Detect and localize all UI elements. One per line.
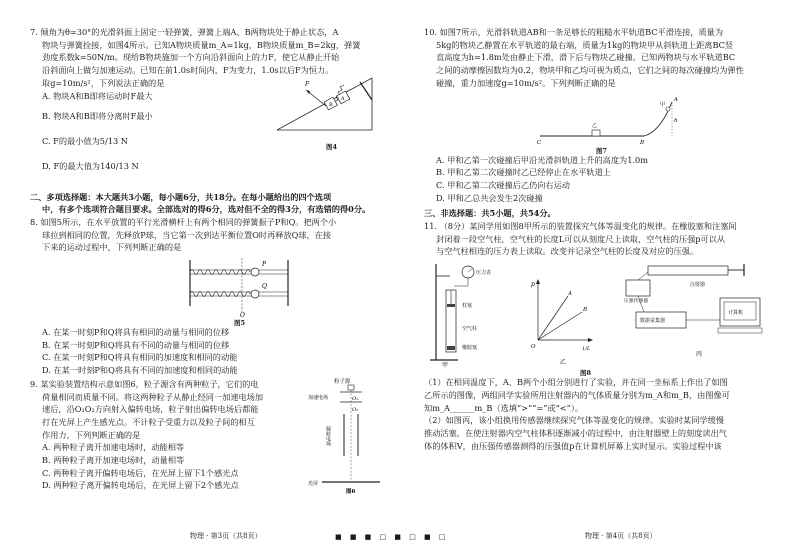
q11-sub2-line: （2）如图丙，该小组换用传感器继续探究气体等温变化的规律。实验时某同学缓慢 xyxy=(424,415,724,426)
question-8 xyxy=(30,216,390,377)
q8-line: 8. 如图5所示，在水平放置的平行光滑横杆上有两个相同的弹簧振子P和Q。把两个小 xyxy=(30,216,337,227)
figure-6-caption: 图6 xyxy=(346,488,356,495)
q11-sub1-line: 知m_A______m_B（选填“>”“=”或“<”）。 xyxy=(424,402,584,413)
figure-8-caption: 图8 xyxy=(580,369,592,378)
fig5-label-p: P xyxy=(262,261,267,269)
q9-option-c: C. 两种粒子离开偏转电场后，在光屏上留下1个感光点 xyxy=(42,467,239,478)
q11-line: 11. （8分）某同学用如图8甲所示的装置探究气体等温变化的规律。在橡胶塞和注塞间 xyxy=(424,221,737,232)
sec2-line: 二、多项选择题：本大题共3小题，每小题6分，共18分。在每小题给出的四个选项 xyxy=(30,191,332,202)
q10-option-c: C. 甲和乙第二次碰撞后乙仍向右运动 xyxy=(436,179,570,190)
fig8-label-axis-x: 1/L xyxy=(582,346,591,353)
fig8-label-yi: 乙 xyxy=(560,359,567,367)
section-3-header: 三、非选择题：共5小题，共54分。 xyxy=(424,208,556,219)
q9-line: 9. 某实验装置结构示意如图6，粒子源含有两种粒子，它们的电 xyxy=(30,378,259,389)
page-4 xyxy=(424,26,782,526)
figure-8-jia-apparatus xyxy=(428,260,518,368)
fig4-label-b: B xyxy=(329,101,333,108)
fig8-label-line-a: A xyxy=(568,291,572,298)
fig8-label-bing: 丙 xyxy=(696,351,703,359)
fig5-label-q: Q xyxy=(262,283,267,291)
q10-line: 10. 如图7所示，光滑斜轨道AB和一条足够长的粗糙水平轨道BC平滑连接，质量为 xyxy=(424,27,724,37)
figure-8-yi-graph xyxy=(528,260,598,368)
fig8-label-rubber: 橡胶塞 xyxy=(462,345,478,352)
question-7 xyxy=(30,26,390,188)
fig8-label-p: p xyxy=(531,281,535,289)
page-3-footer: 物理 · 第3页（共8页） xyxy=(190,532,262,540)
fig5-label-o: O xyxy=(240,312,245,319)
q10-line: 直高度为h=1.8m处由静止下滑，滑下后与物块乙碰撞。已知两物块与水平轨道BC xyxy=(436,52,736,63)
fig7-label-yi: 乙 xyxy=(592,122,598,129)
q11-sub2-line: 推动活塞，在使注射器内空气柱体积逐渐减小的过程中，由注射器壁上的刻度读出气 xyxy=(424,427,727,438)
figure-4-caption: 图4 xyxy=(326,142,338,151)
figure-8-row xyxy=(424,258,782,376)
fig8-label-gauge: 压力表 xyxy=(476,270,492,277)
q10-line: 5kg的物块乙静置在水平轨道的最右端，质量为1kg的物块甲从斜轨道上距离BC竖 xyxy=(436,39,734,50)
q9-line: 作用力，下列判断正确的是 xyxy=(42,429,141,440)
q8-line: 球拉到相同的位置，先释放P球，当它第一次到达平衡位置O时再释放Q球，在接 xyxy=(42,229,332,240)
fig6-label-screen: 光屏 xyxy=(308,480,319,487)
q7-option-a: A. 物块A和B即将运动时F最大 xyxy=(42,90,153,101)
q10-option-d: D. 甲和乙总共会发生2次碰撞 xyxy=(436,192,543,203)
figure-6-apparatus xyxy=(308,376,386,496)
q11-sub1-line: （1）在相同温度下，A、B两个小组分别进行了实验，并在同一坐标系上作出了如图 xyxy=(424,377,728,388)
figure-5-oscillators xyxy=(180,256,300,318)
fig6-label-o1: O₁ xyxy=(352,395,359,402)
figure-7-track xyxy=(532,92,682,148)
fig8-label-computer: 计算机 xyxy=(728,310,744,317)
q9-option-a: A. 两种粒子离开加速电场时，动能相等 xyxy=(42,442,185,453)
fig8-label-jia: 甲 xyxy=(442,362,449,369)
fig7-label-c: C xyxy=(537,139,542,146)
question-9 xyxy=(30,378,390,495)
print-registration-marks: ■ ■ ■ □ ■ □ ■ □ xyxy=(335,533,449,541)
fig7-label-h: h xyxy=(674,117,678,124)
sec2-line: 中，有多个选项符合题目要求。全部选对的得6分，选对但不全的得3分，有选错的得0分。 xyxy=(42,204,371,215)
section-2-header xyxy=(30,191,390,216)
figure-4-incline xyxy=(272,60,382,140)
fig7-label-a: A xyxy=(674,96,678,103)
fig4-label-a: A xyxy=(341,95,345,102)
fig7-label-jia: 甲 xyxy=(660,101,666,108)
fig7-label-b: B xyxy=(640,139,645,146)
q8-option-a: A. 在某一时刻P和Q将具有相同的动量与相同的位移 xyxy=(42,327,230,338)
q9-line: 荷量相同而质量不同。将这两种粒子从静止经同一加速电场加 xyxy=(42,391,264,402)
fig8-label-syringe: 注射器 xyxy=(690,282,706,289)
q7-option-c: C. F的最小值为5/13 N xyxy=(42,135,128,146)
q7-option-d: D. F的最大值为140/13 N xyxy=(42,160,139,171)
question-10 xyxy=(424,26,782,204)
fig8-label-air: 空气柱 xyxy=(462,326,478,333)
figure-8-bing-sensor-setup xyxy=(620,260,780,368)
q10-line: 之间的动摩擦因数均为0.2，物块甲和乙均可视为质点，它们之间的每次碰撞均为弹性 xyxy=(436,65,744,76)
fig8-label-line-b: B xyxy=(583,307,588,314)
q8-line: 下来的运动过程中，下列判断正确的是 xyxy=(42,242,182,253)
q7-line: 取g=10m/s²，下列说法正确的是 xyxy=(42,77,165,88)
q11-sub1-line: 乙所示的图像，两组同学实验所用注射器内的气体质量分别为m_A和m_B，由图像可 xyxy=(424,389,730,400)
fig8-label-o: O xyxy=(531,344,536,351)
fig8-label-collector: 数据采集器 xyxy=(640,318,666,325)
q9-option-b: B. 两种粒子离开加速电场时，动量相等 xyxy=(42,455,185,466)
q7-line: 物块与弹簧拴接，如图4所示。已知A物块质量m_A=1kg，B物块质量m_B=2kg，弹簧 xyxy=(42,39,361,50)
fig6-label-source: 粒子源 xyxy=(334,378,351,385)
q11-line: 与空气柱相连的压力表上读取。改变并记录空气柱的长度及对应的压强。 xyxy=(436,246,699,257)
q10-option-b: B. 甲和乙第二次碰撞时乙已经停止在水平轨道上 xyxy=(436,167,611,178)
fig6-label-o2: O₂ xyxy=(352,406,359,413)
q11-sub2-line: 体的体积V，由压强传感器测得的压强值p在计算机屏幕上实时显示。实验过程中该 xyxy=(424,440,722,451)
q7-option-b: B. 物块A和B即将分离时F最小 xyxy=(42,111,153,122)
page-3 xyxy=(30,26,390,526)
fig6-label-accel: 加速电场 xyxy=(308,394,329,401)
q9-option-d: D. 两种粒子离开偏转电场后，在光屏上留下2个感光点 xyxy=(42,480,239,491)
fig6-label-deflect: 偏转电场 xyxy=(325,425,331,446)
question-11 xyxy=(424,220,782,452)
q7-line: 7. 倾角为θ=30°的光滑斜面上固定一轻弹簧，弹簧上端A、B两物块处于静止状态，A xyxy=(30,27,339,37)
q8-option-b: B. 在某一时刻P和Q将具有不同的动量与相同的位移 xyxy=(42,339,230,350)
q8-option-d: D. 在某一时刻P和Q将具有不同的加速度和相同的动能 xyxy=(42,365,238,376)
figure-5-caption: 图5 xyxy=(234,319,246,328)
fig8-label-plunger: 柱塞 xyxy=(462,303,473,310)
q9-line: 打在光屏上产生感光点。不计粒子受重力以及粒子间的相互 xyxy=(42,416,255,427)
q9-line: 速后，沿O₁O₂方向射入偏转电场，粒子射出偏转电场后都能 xyxy=(42,404,259,415)
q11-line: 封闭着一段空气柱，空气柱的长度L可以从刻度尺上读取，空气柱的压强p可以从 xyxy=(436,233,726,244)
q7-line: 沿斜面向上做匀加速运动。已知在前1.0s时间内，F为变力，1.0s以后F为恒力。 xyxy=(42,65,334,76)
figure-7-caption: 图7 xyxy=(596,146,608,155)
q10-option-a: A. 甲和乙第一次碰撞后甲沿光滑斜轨道上升的高度为1.0m xyxy=(436,154,649,165)
q8-option-c: C. 在某一时刻P和Q将具有相同的加速度和相同的动能 xyxy=(42,352,238,363)
q10-line: 碰撞，重力加速度g=10m/s²。下列判断正确的是 xyxy=(436,77,616,88)
fig8-label-pressure-sensor: 压强传感器 xyxy=(624,299,648,305)
page-4-footer: 物理 · 第4页（共8页） xyxy=(585,532,657,540)
q7-line: 劲度系数k=50N/m。现给B物块施加一个方向沿斜面向上的力F，使它从静止开始 xyxy=(42,52,340,63)
fig4-label-f: F xyxy=(305,80,310,88)
